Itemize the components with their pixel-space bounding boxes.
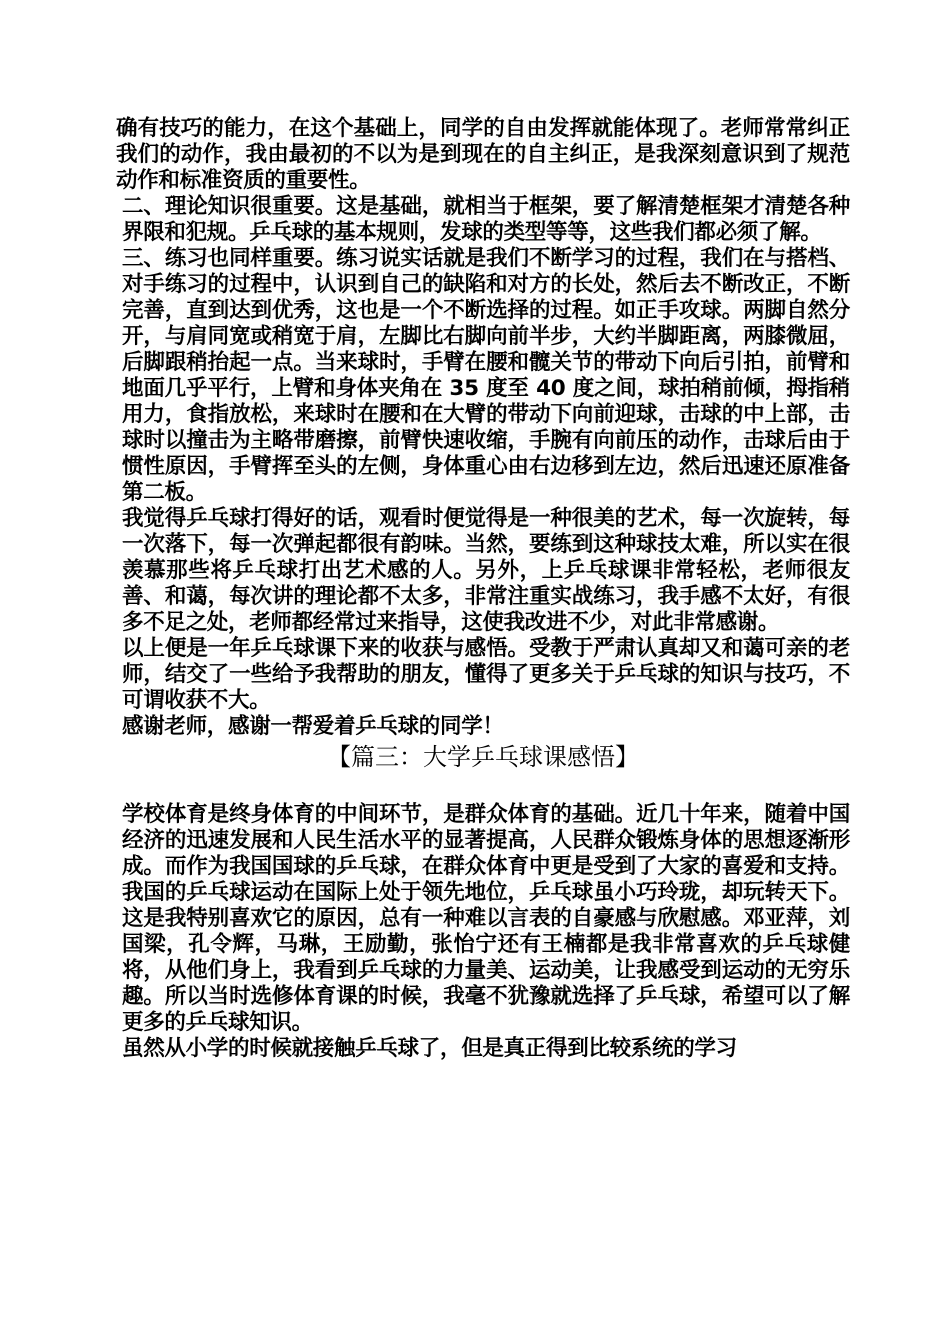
paragraph-thanks: 感谢老师，感谢一帮爱着乒乓球的同学！ bbox=[122, 714, 504, 739]
paragraph-practice: 三、练习也同样重要。练习说实话就是我们不断学习的过程，我们在与搭档、对手练习的过程中，认识到自己的缺陷和对方的长处，然后去不断改正，不断完善，直到达到优秀，这也是一个不断选择的过程。如正手攻球。两脚自然分开，与肩同宽或稍宽于肩，左脚比右脚向前半步，大约半脚距离，两膝微屈，后脚跟稍抬起一点。当来球时，手臂在腰和髋关节的带动下向后引拍，前臂和地面几乎平行，上臂和身体夹角在 35 度至 40 度之间，球拍稍前倾，拇指稍用力，食指放松，来球时在腰和在大臂的带动下向前迎球，击球的中上部，击球时以撞击为主略带磨擦，前臂快速收缩，手腕有向前压的动作，击球后由于惯性原因，手臂挥至头的左侧，身体重心由右边移到左边，然后迅速还原准备第二板。 bbox=[122, 246, 850, 505]
paragraph-theory: 二、理论知识很重要。这是基础，就相当于框架，要了解清楚框架才清楚各种界限和犯规。乒乓球的基本规则，发球的类型等等，这些我们都必须了解。 bbox=[122, 194, 850, 245]
paragraph-summary: 以上便是一年乒乓球课下来的收获与感悟。受教于严肃认真却又和蔼可亲的老师，结交了一些给予我帮助的朋友，懂得了更多关于乒乓球的知识与技巧，不可谓收获不大。 bbox=[122, 636, 850, 713]
paragraph-school-sports: 学校体育是终身体育的中间环节，是群众体育的基础。近几十年来，随着中国经济的迅速发展和人民生活水平的显著提高，人民群众锻炼身体的思想逐渐形成。而作为我国国球的乒乓球，在群众体育中更是受到了大家的喜爱和支持。我国的乒乓球运动在国际上处于领先地位，乒乓球虽小巧玲珑，却玩转天下。这是我特别喜欢它的原因，总有一种难以言表的自豪感与欣慰感。邓亚萍，刘国梁，孔令辉，马琳，王励勤，张怡宁还有王楠都是我非常喜欢的乒乓球健将，从他们身上，我看到乒乓球的力量美、运动美，让我感受到运动的无穷乐趣。所以当时选修体育课的时候，我毫不犹豫就选择了乒乓球，希望可以了解更多的乒乓球知识。 bbox=[122, 802, 850, 1035]
paragraph-skills-continued: 确有技巧的能力，在这个基础上，同学的自由发挥就能体现了。老师常常纠正我们的动作，我由最初的不以为是到现在的自主纠正，是我深刻意识到了规范动作和标准资质的重要性。 bbox=[116, 116, 850, 193]
paragraph-art-of-pingpong: 我觉得乒乓球打得好的话，观看时便觉得是一种很美的艺术，每一次旋转，每一次落下，每一次弹起都很有韵味。当然，要练到这种球技太难，所以实在很羡慕那些将乒乓球打出艺术感的人。另外，上乒乓球课非常轻松，老师很友善、和蔼，每次讲的理论都不太多，非常注重实战练习，我手感不太好，有很多不足之处，老师都经常过来指导，这使我改进不少，对此非常感谢。 bbox=[122, 506, 850, 635]
section-heading: 【篇三：大学乒乓球课感悟】 bbox=[327, 743, 639, 771]
document-page bbox=[116, 116, 850, 1062]
paragraph-since-primary-school: 虽然从小学的时候就接触乒乓球了，但是真正得到比较系统的学习 bbox=[122, 1036, 737, 1061]
